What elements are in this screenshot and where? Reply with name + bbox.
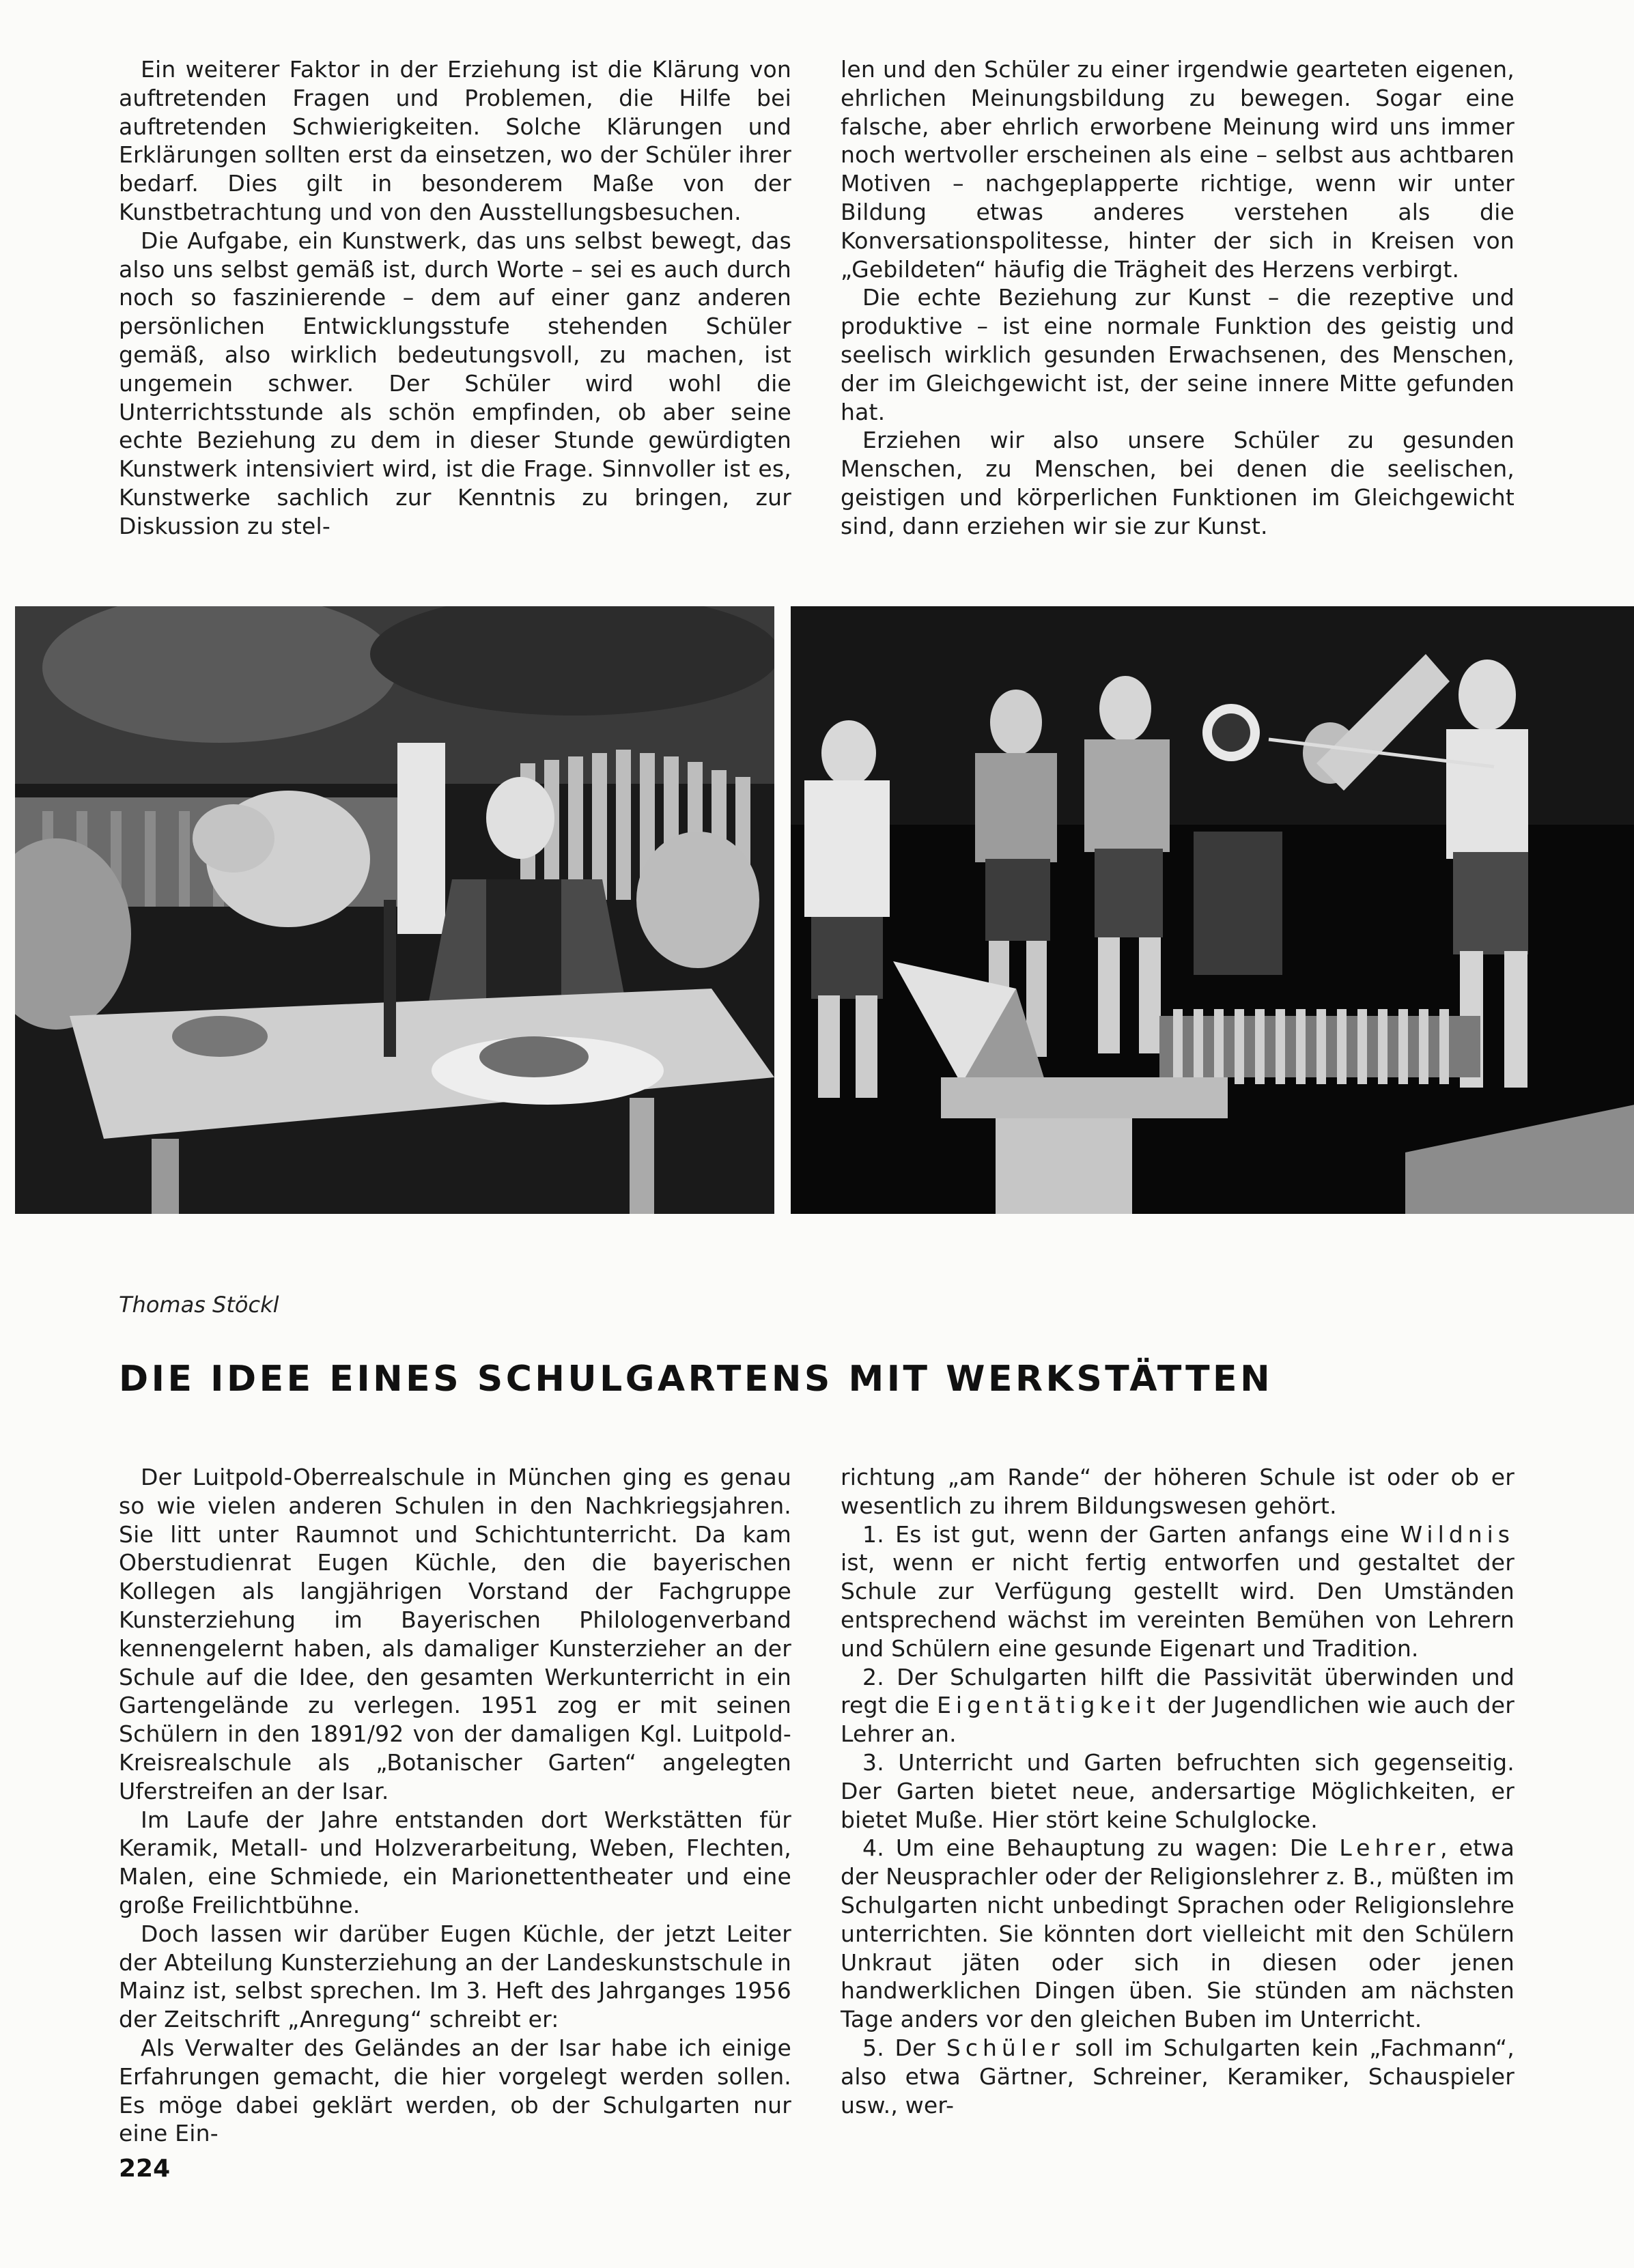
paragraph: Der Luitpold-Oberrealschule in München ging es genau so wie vielen anderen Schulen in den Nachkriegsjahren. Sie litt unter Raumnot und Schichtunterricht. Da kam Oberstudienrat Eugen Küchle, den die bayerischen Kollegen als langjährigen Vorstand der Fachgruppe Kunsterziehung im Bayerischen Philologenverband kennengelernt haben, als damaliger Kunsterzieher an der Schule auf die Idee, den gesamten Werkunterricht in ein Gartengelände zu verlegen. 1951 zog er mit seinen Schülern in den 1891/92 von der damaligen Kgl. Luitpold-Kreisrealschule als „Botanischer Garten“ angelegten Uferstreifen an der Isar. [119, 1464, 791, 1804]
emphasized-word: Eigentätigkeit [937, 1692, 1160, 1719]
bottom-left-column [119, 1463, 791, 2148]
text-run: 2. Der Schulgarten hilft die Passivität überwinden und regt die [841, 1663, 1515, 1719]
text-run: 1. Es ist gut, wenn der Garten anfangs eine [862, 1520, 1400, 1548]
text-run: 5. Der [862, 2034, 946, 2061]
paragraph: Doch lassen wir darüber Eugen Küchle, der jetzt Leiter der Abteilung Kunsterziehung an der Landeskunstschule in Mainz ist, selbst sprechen. Im 3. Heft des Jahrganges 1956 der Zeitschrift „Anregung“ schreibt er: [119, 1920, 791, 2033]
author-name: Thomas Stöckl [119, 1292, 279, 1318]
top-left-column [119, 55, 791, 541]
text-run: der Jugendlichen wie auch der Lehrer an. [841, 1692, 1515, 1748]
paragraph: 3. Unterricht und Garten befruchten sich gegenseitig. Der Garten bietet neue, andersartige Möglichkeiten, er bietet Muße. Hier stört keine Schulglocke. [841, 1748, 1515, 1833]
photo-night-instruments [791, 606, 1634, 1214]
text-run: , etwa der Neusprachler oder der Religionslehrer z. B., müßten im Schulgarten nicht unbedingt Sprachen oder Religionslehre unterrichten. Sie könnten dort vielleicht mit den Schülern Unkraut jäten oder sich in diesen oder jenen handwerklichen Dingen üben. Sie stünden am nächsten Tage anders vor den gleichen Buben im Unterricht. [841, 1834, 1515, 2033]
paragraph: Die echte Beziehung zur Kunst – die rezeptive und produktive – ist eine normale Funktion des geistig und seelisch wirklich gesunden Erwachsenen, des Menschen, der im Gleichgewicht ist, der seine innere Mitte gefunden hat. [841, 284, 1515, 425]
article-headline: DIE IDEE EINES SCHULGARTENS MIT WERKSTÄTTEN [119, 1359, 1273, 1400]
emphasized-word: Wildnis [1400, 1520, 1515, 1548]
paragraph: Im Laufe der Jahre entstanden dort Werkstätten für Keramik, Metall- und Holzverarbeitung, Weben, Flechten, Malen, eine Schmiede, ein Marionettentheater und eine große Freilichtbühne. [119, 1806, 791, 1918]
emphasized-word: Lehrer [1339, 1834, 1441, 1862]
paragraph [841, 1834, 1515, 2034]
text-run: 4. Um eine Behauptung zu wagen: Die [862, 1834, 1340, 1862]
page-number: 224 [119, 2155, 171, 2183]
top-right-column [841, 55, 1515, 541]
paragraph [841, 1663, 1515, 1748]
emphasized-word: Schüler [946, 2034, 1065, 2061]
paragraph: Die Aufgabe, ein Kunstwerk, das uns selbst bewegt, das also uns selbst gemäß ist, durch Worte – sei es auch durch noch so faszinierende – dem auf einer ganz anderen persönlichen Entwicklungsstufe stehenden Schüler gemäß, also wirklich bedeutungsvoll, zu machen, ist ungemein schwer. Der Schüler wird wohl die Unterrichtsstunde als schön empfinden, ob aber seine echte Beziehung zu dem in dieser Stunde gewürdigten Kunstwerk intensiviert wird, ist die Frage. Sinnvoller ist es, Kunstwerke sachlich zur Kenntnis zu bringen, zur Diskussion zu stel- [119, 227, 791, 539]
text-run: soll im Schulgarten kein „Fachmann“, also etwa Gärtner, Schreiner, Keramiker, Schauspieler usw., wer- [841, 2034, 1515, 2118]
paragraph: Ein weiterer Faktor in der Erziehung ist die Klärung von auftretenden Fragen und Problemen, die Hilfe bei auftretenden Schwierigkeiten. Solche Klärungen und Erklärungen sollten erst da einsetzen, wo der Schüler ihrer bedarf. Dies gilt in besonderem Maße von der Kunstbetrachtung und von den Ausstellungsbesuchen. [119, 56, 791, 225]
photo-ceramics-workshop [15, 606, 774, 1214]
bottom-right-column [841, 1463, 1515, 2119]
paragraph: Als Verwalter des Geländes an der Isar habe ich einige Erfahrungen gemacht, die hier vorgelegt werden sollen. Es möge dabei geklärt werden, ob der Schulgarten nur eine Ein- [119, 2034, 791, 2147]
text-run: ist, wenn er nicht fertig entworfen und gestaltet der Schule zur Verfügung gestellt wird. Den Umständen entsprechend wächst im vereinten Bemühen von Lehrern und Schülern eine gesunde Eigenart und Tradition. [841, 1549, 1515, 1662]
paragraph: richtung „am Rande“ der höheren Schule ist oder ob er wesentlich zu ihrem Bildungswesen gehört. [841, 1464, 1515, 1519]
paragraph: Erziehen wir also unsere Schüler zu gesunden Menschen, zu Menschen, bei denen die seelischen, geistigen und körperlichen Funktionen im Gleichgewicht sind, dann erziehen wir sie zur Kunst. [841, 427, 1515, 539]
paragraph: len und den Schüler zu einer irgendwie gearteten eigenen, ehrlichen Meinungsbildung zu bewegen. Sogar eine falsche, aber ehrlich erworbene Meinung wird uns immer noch wertvoller erscheinen als eine – selbst aus achtbaren Motiven – nachgeplapperte richtige, wenn wir unter Bildung etwas anderes verstehen als die Konversationspolitesse, hinter der sich in Kreisen von „Gebildeten“ häufig die Trägheit des Herzens verbirgt. [841, 56, 1515, 283]
paragraph [841, 1520, 1515, 1663]
paragraph [841, 2034, 1515, 2119]
